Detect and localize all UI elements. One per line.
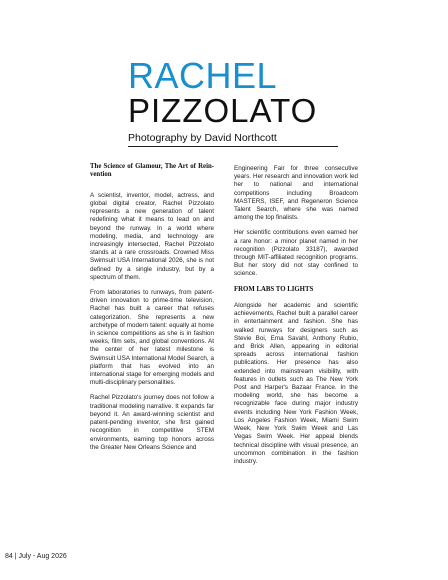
paragraph: Engineering Fair for three consecutive years. Her research and innovation work led her to national and international competitions including Broadcom MASTERS, ISEF, and Regeneron Science Talent Search, where she was named among the top finalists. — [234, 165, 358, 222]
paragraph: Alongside her academic and scientific achievements, Rachel built a parallel career in entertainment and fashion. She has walked runways for designers such as Stevie Boi, Ema Savahl, Anthony Rubio, and Brick Allen, appearing in editorial spreads across international fashion publications. Her presence has also extended into mainstream visibility, with features in outlets such as The New York Post and Harper's Bazaar France. In the modeling world, she has become a recognizable face during major industry events including New York Fashion Week, Los Angeles Fashion Week, Miami Swim Week, New York Swim Week and Las Vegas Swim Week. Her appeal blends technical discipline with visual presence, an uncommon combination in the fashion industry. — [234, 302, 358, 465]
paragraph: Her scientific contributions even earned her a rare honor: a minor planet named in her recognition (Pizzolato 33187), awarded through MIT-affiliated recognition programs. But her story did not stay confined to science. — [234, 229, 358, 278]
section-heading: FROM LABS TO LIGHTS — [234, 285, 314, 293]
section-heading: The Science of Glamour, The Art of Rein-vention — [90, 163, 214, 179]
photo-credit: Photography by David Northcott — [128, 132, 338, 147]
paragraph: A scientist, inventor, model, actress, and global digital creator, Rachel Pizzolato represents a new generation of talent redefining what it means to lead on and beyond the runway. In a world where modeling, media, and technology are increasingly intersected, Rachel Pizzolato stands at a rare crossroads. Crowned Miss Swimsuit USA International 2026, she is not defined by a single industry, but by a spectrum of them. — [90, 191, 214, 281]
page-footer: 84 | July - Aug 2026 — [5, 553, 67, 560]
right-column — [234, 165, 358, 473]
left-column — [90, 163, 214, 459]
paragraph: From laboratories to runways, from patent-driven innovation to prime-time television, Rachel has built a career that refuses categorization. She represents a new archetype of modern talent: equally at home in science competitions as she is in fashion weeks, film sets, and global conventions. At the center of her latest milestone is Swimsuit USA International Model Search, a platform that has evolved into an international stage for emerging models and multi-disciplinary personalities. — [90, 289, 214, 387]
title-last-name: PIZZOLATO — [128, 92, 318, 129]
paragraph: Rachel Pizzolato's journey does not follow a traditional modeling narrative. It expands far beyond it. An award-winning scientist and patent-pending inventor, she first gained recognition in competitive STEM environments, earning top honors across the Greater New Orleans Science and — [90, 394, 214, 451]
title-first-name: RACHEL — [128, 55, 278, 96]
